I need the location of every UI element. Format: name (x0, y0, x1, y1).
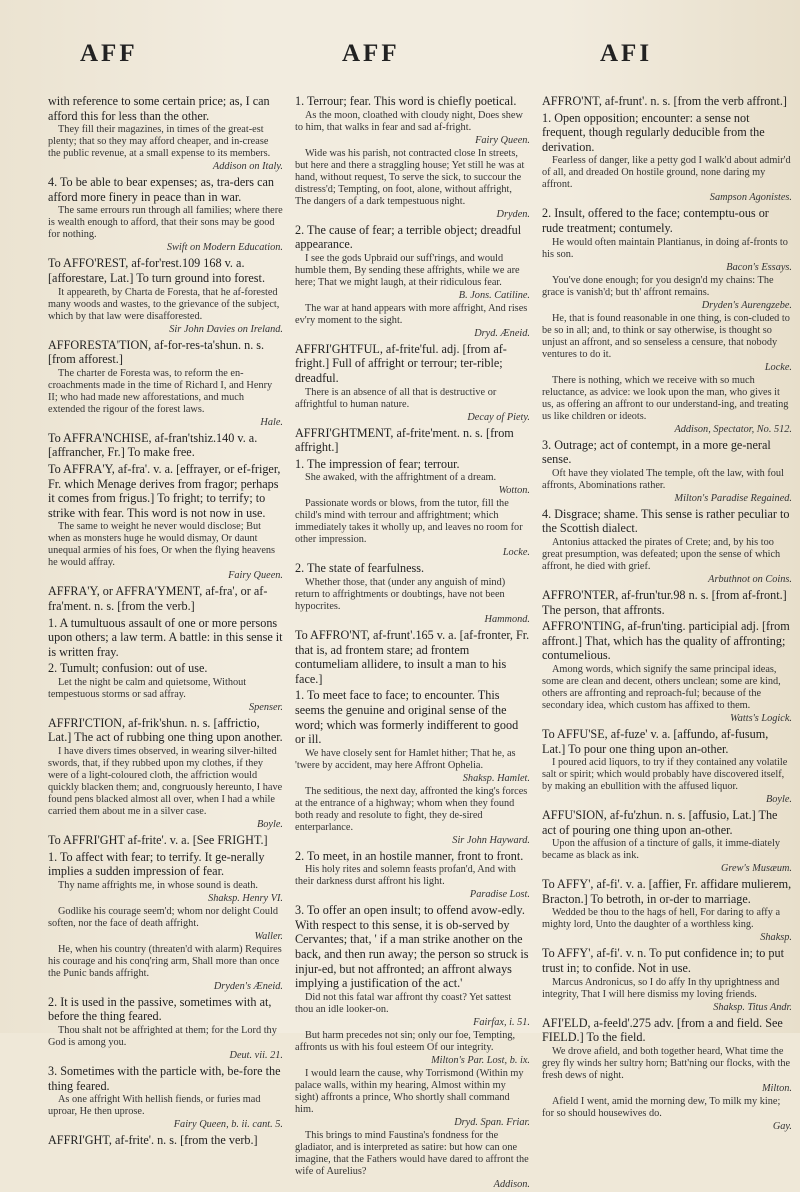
column-3 (542, 92, 792, 1192)
dictionary-entry: To AFFY', af-fi'. v. n. To put confidence in; to put trust in; to confide. Not in use. (542, 946, 785, 976)
quotation: I would learn the cause, why Torrismond (Within my palace walls, within my hearing, Almost within my sight) affronts a prince, Who shortly shall command him. (295, 1067, 524, 1115)
dictionary-entry: To AFFY', af-fi'. v. a. [affier, Fr. affidare mulierem, Bracton.] To betroth, in or-der to marriage. (542, 877, 792, 906)
dictionary-entry: 3. Sometimes with the particle with, be-fore the thing feared. (48, 1064, 281, 1093)
quotation: I see the gods Upbraid our suff'rings, and would humble them, By sending these affrights, while we are here; That we might laugh, at their ridiculous fear. (295, 252, 520, 288)
dictionary-entry: 1. A tumultuous assault of one or more persons upon others; a law term. A battle: in this sense it is written fray. (48, 615, 283, 659)
citation-source: Fairy Queen. (228, 570, 283, 582)
citation-source: Boyle. (765, 794, 792, 806)
dictionary-entry: To AFFRI'GHT af-frite'. v. a. [See FRIGHT.] (48, 833, 268, 848)
citation-source: Shaksp. Henry VI. (208, 892, 283, 904)
citation-source: Addison. (493, 1178, 530, 1190)
quotation: Thou shalt not be affrighted at them; for the Lord thy God is among you. (48, 1025, 277, 1049)
citation-source: Shaksp. Hamlet. (462, 772, 530, 784)
quotation: Did not this fatal war affront thy coast? Yet sattest thou an idle looker-on. (295, 991, 512, 1015)
dictionary-entry: To AFFRO'NT, af-frunt'.165 v. a. [af-fronter, Fr. that is, ad frontem stare; ad frontem contumeliam allidere, to insult a man to his face.] (295, 627, 530, 686)
citation-source: Milton. (761, 1082, 792, 1094)
quotation: Upon the affusion of a tincture of galls, it imme-diately became as black as ink. (542, 838, 780, 862)
quotation: The same to weight he never would disclose; But when as monsters huge he would dismay, Or daunt unequal armies of his foes, Or when the flying heavens he would affray. (48, 521, 276, 569)
citation-source: Shaksp. Titus Andr. (713, 1001, 792, 1013)
quotation: We drove afield, and both together heard, What time the grey fly winds her sultry horn; Batt'ning our flocks, with the fresh dews of night. (542, 1045, 791, 1081)
dictionary-entry: To AFFU'SE, af-fuze' v. a. [affundo, af-fusum, Lat.] To pour one thing upon an-other. (542, 726, 769, 756)
header-right: AFI (600, 40, 653, 67)
dictionary-entry: AFFRO'NTING, af-frun'ting. participial adj. [from affront.] That, which has the quality of affronting; contumelious. (542, 619, 790, 663)
citation-source: Locke. (502, 547, 530, 559)
quotation: We have closely sent for Hamlet hither; That he, as 'twere by accident, may here Affront Ophelia. (295, 747, 516, 771)
citation-source: Arbuthnot on Coins. (708, 573, 792, 585)
text-columns (48, 92, 796, 1192)
quotation: Godlike his courage seem'd; whom nor delight Could soften, nor the face of death affright. (48, 905, 279, 929)
quotation: Whether those, that (under any anguish of mind) return to affrightments or doubtings, have not been hypocrites. (295, 576, 506, 612)
citation-source: Dryden. (496, 208, 530, 220)
quotation: But harm precedes not sin; only our foe, Tempting, affronts us with his foul esteem Of our integrity. (295, 1029, 516, 1053)
dictionary-entry: 4. Disgrace; shame. This sense is rather peculiar to the Scottish dialect. (542, 506, 790, 536)
quotation: His holy rites and solemn feasts profan'd, And with their darkness durst affront his light. (295, 864, 516, 888)
quotation: He would often maintain Plantianus, in doing af-fronts to his son. (542, 236, 788, 260)
quotation: There is an absence of all that is destructive or affrightful to human nature. (295, 386, 497, 410)
quotation: The charter de Foresta was, to reform the en-croachments made in the time of Richard I, and Henry II; who had made new afforestations, and much extended the rigour of the forest laws. (48, 367, 273, 415)
dictionary-entry: 2. Insult, offered to the face; contemptu-ous or rude treatment; contumely. (542, 206, 769, 235)
dictionary-entry: 3. Outrage; act of contempt, in a more ge-neral sense. (542, 437, 771, 467)
citation-source: Dryden's Aurengzebe. (701, 299, 792, 311)
citation-source: Dryd. Æneid. (474, 327, 530, 339)
quotation: There is nothing, which we receive with so much reluctance, as advice: we look upon the man, who gives it us, as offering an affront to our understand-ing, and treating us like children or ideots. (542, 374, 789, 422)
dictionary-entry: 1. Terrour; fear. This word is chiefly poetical. (295, 94, 517, 108)
dictionary-entry: AFFRI'GHT, af-frite'. n. s. [from the verb.] (48, 1133, 258, 1148)
citation-source: B. Jons. Catiline. (458, 289, 530, 301)
citation-source: Fairy Queen, b. ii. cant. 5. (173, 1119, 283, 1131)
citation-source: Paradise Lost. (469, 889, 530, 901)
dictionary-entry: 2. The cause of fear; a terrible object; dreadful appearance. (295, 222, 522, 252)
dictionary-entry: AFFRI'CTION, af-frik'shun. n. s. [affrictio, Lat.] The act of rubbing one thing upon another. (48, 715, 283, 745)
citation-source: Spenser. (248, 701, 283, 713)
citation-source: Fairy Queen. (475, 134, 530, 146)
citation-source: Decay of Piety. (467, 411, 530, 423)
citation-source: Dryden's Æneid. (213, 980, 283, 992)
citation-source: Hammond. (484, 613, 530, 625)
citation-source: Boyle. (256, 819, 283, 831)
quotation: He, when his country (threaten'd with alarm) Requires his courage and his conq'ring arm, Shall more than once the Punic bands affright. (48, 943, 282, 979)
dictionary-entry: AFFORESTA'TION, af-for-res-ta'shun. n. s. [from afforest.] (48, 337, 265, 367)
citation-source: Sir John Hayward. (452, 834, 530, 846)
dictionary-entry: 1. To meet face to face; to encounter. This seems the genuine and original sense of the word; which was formerly indifferent to good or ill. (295, 688, 519, 747)
quotation: They fill their magazines, in times of the great-est plenty; that so they may afford cheaper, and in-crease the public revenue, at a small expense to its members. (48, 124, 271, 160)
citation-source: Addison, Spectator, No. 512. (674, 423, 792, 435)
quotation: The seditious, the next day, affronted the king's forces at the entrance of a highway; whom when they found both ready and resolute to fight, they de-sired enterparlance. (295, 785, 528, 833)
citation-source: Milton's Par. Lost, b. ix. (431, 1054, 530, 1066)
dictionary-entry: AFI'ELD, a-feeld'.275 adv. [from a and field. See FIELD.] To the field. (542, 1015, 783, 1045)
dictionary-entry: AFFRO'NT, af-frunt'. n. s. [from the verb affront.] (542, 94, 787, 108)
header-left: AFF (80, 40, 138, 67)
quotation: I poured acid liquors, to try if they contained any volatile salt or spirit; which would probably have discovered itself, by making an ebullition with the affused liquor. (542, 757, 788, 793)
dictionary-entry: To AFFRA'NCHISE, af-fran'tshiz.140 v. a. [affrancher, Fr.] To make free. (48, 430, 258, 460)
citation-source: Locke. (764, 361, 792, 373)
citation-source: Hale. (260, 416, 283, 428)
column-1 (48, 92, 283, 1192)
dictionary-entry: 2. It is used in the passive, sometimes with at, before the thing feared. (48, 994, 272, 1024)
citation-source: Deut. vii. 21. (229, 1050, 283, 1062)
citation-source: Sir John Davies on Ireland. (169, 323, 283, 335)
dictionary-entry: To AFFRA'Y, af-fra'. v. a. [effrayer, or ef-friger, Fr. which Menage derives from fragor; perhaps it comes from frigus.] To fright; to terrify; to strike with fear. This word is not now in use. (48, 461, 281, 520)
dictionary-entry: 3. To offer an open insult; to offend avow-edly. With respect to this sense, it is ob-served by Cervantes; that, ' if a man strike another on the back, and then run away; the person so struck is injur-ed, but not affronted; an affront always implying a justification of the act.' (295, 903, 529, 991)
citation-source: Dryd. Span. Friar. (454, 1116, 530, 1128)
quotation: Wedded be thou to the hags of hell, For daring to affy a mighty lord, Unto the daughter of a worthless king. (542, 907, 781, 931)
citation-source: Wotton. (498, 485, 530, 497)
citation-source: Addison on Italy. (212, 161, 283, 173)
quotation: As one affright With hellish fiends, or furies mad uproar, He then uprose. (48, 1094, 261, 1118)
quotation: It appeareth, by Charta de Foresta, that he af-forested many woods and wastes, to the grievance of the subject, which by that law were disafforested. (48, 286, 280, 322)
quotation: The war at hand appears with more affright, And rises ev'ry moment to the sight. (295, 302, 528, 326)
quotation: As the moon, cloathed with cloudy night, Does shew to him, that walks in fear and sad af-fright. (295, 109, 523, 133)
quotation: Antonius attacked the pirates of Crete; and, by his too great presumption, was defeated; upon the sense of which affront, he died with grief. (542, 536, 781, 572)
quotation: She awaked, with the affrightment of a dream. (305, 472, 497, 484)
citation-source: Swift on Modern Education. (166, 242, 283, 254)
dictionary-entry: 2. The state of fearfulness. (295, 561, 425, 576)
citation-source: Watts's Logick. (730, 712, 792, 724)
quotation: Passionate words or blows, from the tutor, fill the child's mind with terrour and affrightment; which immediately takes it wholly up, and leaves no room for other impression. (295, 498, 523, 546)
dictionary-entry: AFFRA'Y, or AFFRA'YMENT, af-fra', or af-fra'ment. n. s. [from the verb.] (48, 584, 268, 613)
quotation: He, that is found reasonable in one thing, is con-cluded to be so in all; and, to think or say otherwise, is thought so unjust an affront, and so senseless a censure, that nobody ventures to do it. (542, 312, 790, 360)
quotation: I have divers times observed, in wearing silver-hilted swords, that, if they rubbed upon my clothes, if they were of a light-coloured cloth, the affriction would quickly blacken them; and, congruously hereunto, I have found pens blacked almost all over, when I had a while carried them about me in a silver case. (48, 746, 283, 818)
citation-source: Gay. (772, 1120, 792, 1132)
header-center: AFF (342, 40, 400, 67)
citation-source: Grew's Musæum. (720, 863, 792, 875)
quotation: Afield I went, amid the morning dew, To milk my kine; for so should housewives do. (542, 1095, 781, 1119)
dictionary-entry: 2. Tumult; confusion: out of use. (48, 661, 208, 676)
dictionary-entry: 1. Open opposition; encounter: a sense not frequent, though regularly deducible from the derivation. (542, 110, 765, 154)
quotation: Let the night be calm and quietsome, Without tempestuous storms or sad affray. (48, 676, 247, 700)
dictionary-entry: AFFRI'GHTFUL, af-frite'ful. adj. [from af-fright.] Full of affright or terrour; ter-rible; dreadful. (295, 341, 507, 385)
dictionary-entry: 4. To be able to bear expenses; as, tra-ders can afford more finery in peace than in war. (48, 175, 274, 204)
dictionary-entry: AFFU'SION, af-fu'zhun. n. s. [affusio, Lat.] The act of pouring one thing upon an-other. (542, 808, 778, 837)
citation-source: Sampson Agonistes. (709, 192, 792, 204)
citation-source: Fairfax, i. 51. (473, 1016, 530, 1028)
quotation: Fearless of danger, like a petty god I walk'd about admir'd of all, and dreaded On hostile ground, none daring my affront. (542, 155, 791, 191)
citation-source: Waller. (254, 930, 283, 942)
quotation: Oft have they violated The temple, oft the law, with foul affronts, Abominations rather. (542, 467, 784, 491)
quotation: You've done enough; for you design'd my chains: The grace is vanish'd; but th' affront remains. (542, 274, 774, 298)
quotation: The same errours run through all families; where there is wealth enough to afford, that their sons may be good for nothing. (48, 205, 283, 241)
dictionary-entry: 2. To meet, in an hostile manner, front to front. (295, 848, 524, 863)
quotation: Among words, which signify the same principal ideas, some are clean and decent, others unclean; some are kind, others are affronting and reproach-ful; because of the secondary idea, which custom has affixed to them. (542, 663, 781, 711)
quotation: Thy name affrights me, in whose sound is death. (58, 879, 258, 891)
citation-source: Bacon's Essays. (726, 261, 792, 273)
dictionary-entry: 1. To affect with fear; to terrify. It ge-nerally implies a sudden impression of fear. (48, 849, 265, 879)
dictionary-entry: AFFRI'GHTMENT, af-frite'ment. n. s. [from affright.] (295, 425, 514, 455)
citation-source: Shaksp. (760, 932, 792, 944)
quotation: Wide was his parish, not contracted close In streets, but here and there a straggling house; Yet still he was at hand, without request, To serve the sick, to succour the distress'd; Tempting, on foot, alone, without affright, The dangers of a dark tempestuous night. (295, 147, 525, 207)
dictionary-entry: with reference to some certain price; as, I can afford this for less than the other. (48, 94, 270, 123)
dictionary-entry: AFFRO'NTER, af-frun'tur.98 n. s. [from af-front.] The person, that affronts. (542, 587, 787, 617)
quotation: This brings to mind Faustina's fondness for the gladiator, and is interpreted as satire: but how can one imagine, that the Fathers would have dared to affront the wife of Aurelius? (295, 1129, 529, 1177)
column-2 (295, 92, 530, 1192)
citation-source: Milton's Paradise Regained. (674, 492, 792, 504)
quotation: Marcus Andronicus, so I do affy In thy uprightness and integrity, That I will here dismiss my loving friends. (542, 976, 780, 1000)
dictionary-entry: 1. The impression of fear; terrour. (295, 456, 460, 471)
dictionary-entry: To AFFO'REST, af-for'rest.109 168 v. a. [afforestare, Lat.] To turn ground into forest. (48, 256, 265, 285)
